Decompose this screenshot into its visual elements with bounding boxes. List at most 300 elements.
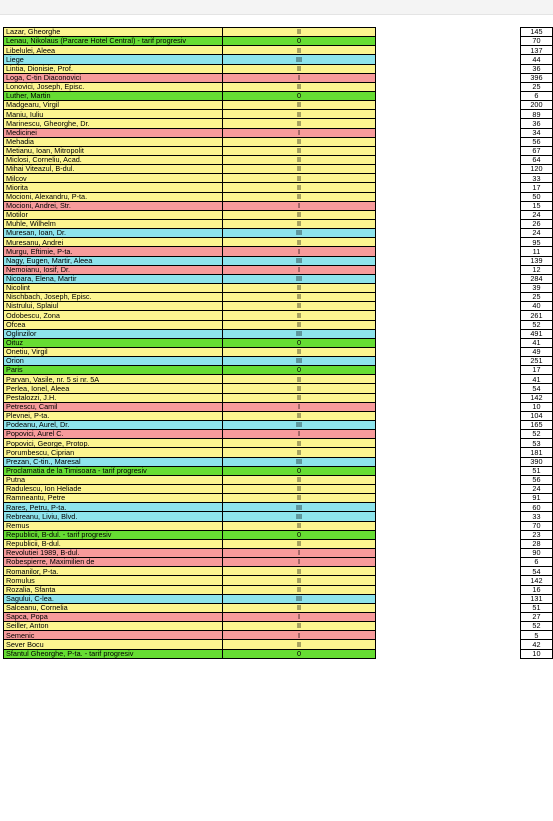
street-name-cell: Ramneantu, Petre: [4, 494, 223, 503]
table-row: [4, 219, 553, 228]
spacer-cell: [376, 55, 521, 64]
table-row: [4, 366, 553, 375]
category-cell: II: [222, 311, 375, 320]
street-name-cell: Liege: [4, 55, 223, 64]
count-cell: 6: [520, 558, 552, 567]
count-cell: 60: [520, 503, 552, 512]
street-name-cell: Mocioni, Alexandru, P-ta.: [4, 192, 223, 201]
spacer-cell: [376, 640, 521, 649]
spacer-cell: [376, 430, 521, 439]
spacer-cell: [376, 357, 521, 366]
category-cell: II: [222, 110, 375, 119]
count-cell: 17: [520, 366, 552, 375]
category-cell: II: [222, 137, 375, 146]
category-cell: II: [222, 439, 375, 448]
table-row: [4, 411, 553, 420]
category-cell: II: [222, 28, 375, 37]
count-cell: 36: [520, 64, 552, 73]
count-cell: 56: [520, 475, 552, 484]
category-cell: II: [222, 567, 375, 576]
category-cell: II: [222, 576, 375, 585]
street-name-cell: Orion: [4, 357, 223, 366]
spacer-cell: [376, 146, 521, 155]
street-name-cell: Oglinzilor: [4, 329, 223, 338]
count-cell: 52: [520, 430, 552, 439]
table-row: [4, 494, 553, 503]
count-cell: 51: [520, 466, 552, 475]
street-name-cell: Romulus: [4, 576, 223, 585]
table-row: [4, 302, 553, 311]
category-cell: III: [222, 512, 375, 521]
count-cell: 104: [520, 411, 552, 420]
street-name-cell: Lonovici, Joseph, Episc.: [4, 82, 223, 91]
spacer-cell: [376, 201, 521, 210]
count-cell: 95: [520, 238, 552, 247]
category-cell: II: [222, 146, 375, 155]
street-name-cell: Seiller, Anton: [4, 622, 223, 631]
spacer-cell: [376, 82, 521, 91]
table-row: [4, 146, 553, 155]
spacer-cell: [376, 274, 521, 283]
count-cell: 137: [520, 46, 552, 55]
count-cell: 165: [520, 421, 552, 430]
count-cell: 41: [520, 338, 552, 347]
table-row: [4, 567, 553, 576]
count-cell: 90: [520, 549, 552, 558]
table-row: [4, 73, 553, 82]
spacer-cell: [376, 558, 521, 567]
count-cell: 89: [520, 110, 552, 119]
street-name-cell: Sever Bocu: [4, 640, 223, 649]
count-cell: 6: [520, 91, 552, 100]
count-cell: 200: [520, 101, 552, 110]
category-cell: III: [222, 329, 375, 338]
table-row: [4, 430, 553, 439]
category-cell: II: [222, 411, 375, 420]
spacer-cell: [376, 256, 521, 265]
category-cell: 0: [222, 338, 375, 347]
category-cell: II: [222, 155, 375, 164]
table-row: [4, 110, 553, 119]
category-cell: 0: [222, 366, 375, 375]
spacer-cell: [376, 119, 521, 128]
street-name-cell: Sagului, C-lea.: [4, 594, 223, 603]
category-cell: II: [222, 585, 375, 594]
street-name-cell: Muhle, Wilhelm: [4, 219, 223, 228]
spacer-cell: [376, 567, 521, 576]
spacer-cell: [376, 302, 521, 311]
count-cell: 24: [520, 229, 552, 238]
spacer-cell: [376, 448, 521, 457]
table-row: [4, 558, 553, 567]
category-cell: I: [222, 201, 375, 210]
spacer-cell: [376, 137, 521, 146]
table-row: [4, 119, 553, 128]
street-name-cell: Odobescu, Zona: [4, 311, 223, 320]
count-cell: 39: [520, 283, 552, 292]
category-cell: I: [222, 631, 375, 640]
table-row: [4, 622, 553, 631]
table-row: [4, 393, 553, 402]
table-row: [4, 256, 553, 265]
table-row: [4, 466, 553, 475]
category-cell: II: [222, 283, 375, 292]
category-cell: II: [222, 238, 375, 247]
table-row: [4, 640, 553, 649]
category-cell: 0: [222, 466, 375, 475]
spacer-cell: [376, 613, 521, 622]
count-cell: 49: [520, 347, 552, 356]
street-name-cell: Porumbescu, Ciprian: [4, 448, 223, 457]
table-row: [4, 585, 553, 594]
category-cell: II: [222, 539, 375, 548]
table-row: [4, 402, 553, 411]
category-cell: II: [222, 210, 375, 219]
table-row: [4, 512, 553, 521]
spacer-cell: [376, 64, 521, 73]
street-name-cell: Madgearu, Virgil: [4, 101, 223, 110]
count-cell: 142: [520, 576, 552, 585]
spacer-cell: [376, 503, 521, 512]
category-cell: II: [222, 82, 375, 91]
table-row: [4, 265, 553, 274]
category-cell: II: [222, 393, 375, 402]
count-cell: 34: [520, 128, 552, 137]
table-row: [4, 576, 553, 585]
spacer-cell: [376, 128, 521, 137]
table-row: [4, 320, 553, 329]
category-cell: II: [222, 119, 375, 128]
category-cell: I: [222, 558, 375, 567]
spacer-cell: [376, 631, 521, 640]
count-cell: 24: [520, 210, 552, 219]
count-cell: 33: [520, 174, 552, 183]
street-name-cell: Salceanu, Cornelia: [4, 603, 223, 612]
table-row: [4, 603, 553, 612]
table-row: [4, 649, 553, 658]
spacer-cell: [376, 283, 521, 292]
table-row: [4, 229, 553, 238]
count-cell: 23: [520, 530, 552, 539]
street-name-cell: Loga, C-tin Diaconovici: [4, 73, 223, 82]
street-name-cell: Mihai Viteazul, B-dul.: [4, 165, 223, 174]
table-row: [4, 421, 553, 430]
spacer-cell: [376, 421, 521, 430]
category-cell: II: [222, 192, 375, 201]
count-cell: 27: [520, 613, 552, 622]
category-cell: II: [222, 219, 375, 228]
spacer-cell: [376, 338, 521, 347]
table-row: [4, 247, 553, 256]
count-cell: 25: [520, 293, 552, 302]
spacer-cell: [376, 485, 521, 494]
count-cell: 396: [520, 73, 552, 82]
count-cell: 91: [520, 494, 552, 503]
table-row: [4, 82, 553, 91]
spacer-cell: [376, 174, 521, 183]
category-cell: 0: [222, 91, 375, 100]
category-cell: II: [222, 347, 375, 356]
category-cell: III: [222, 357, 375, 366]
table-row: [4, 283, 553, 292]
street-name-cell: Sfantul Gheorghe, P-ta. - tarif progresiv: [4, 649, 223, 658]
count-cell: 50: [520, 192, 552, 201]
table-row: [4, 55, 553, 64]
street-name-cell: Milcov: [4, 174, 223, 183]
table-row: [4, 174, 553, 183]
street-name-cell: Ofcea: [4, 320, 223, 329]
street-name-cell: Robespierre, Maximilien de: [4, 558, 223, 567]
count-cell: 181: [520, 448, 552, 457]
count-cell: 10: [520, 402, 552, 411]
table-row: [4, 457, 553, 466]
spacer-cell: [376, 512, 521, 521]
spacer-cell: [376, 329, 521, 338]
street-name-cell: Maniu, Iuliu: [4, 110, 223, 119]
street-name-cell: Nistrului, Splaiul: [4, 302, 223, 311]
spacer-cell: [376, 466, 521, 475]
category-cell: II: [222, 183, 375, 192]
spacer-cell: [376, 585, 521, 594]
street-name-cell: Luther, Martin: [4, 91, 223, 100]
spacer-cell: [376, 28, 521, 37]
spacer-cell: [376, 549, 521, 558]
table-row: [4, 165, 553, 174]
table-row: [4, 485, 553, 494]
spacer-cell: [376, 238, 521, 247]
category-cell: II: [222, 375, 375, 384]
category-cell: II: [222, 475, 375, 484]
street-name-cell: Marinescu, Gheorghe, Dr.: [4, 119, 223, 128]
count-cell: 53: [520, 439, 552, 448]
street-name-cell: Romanilor, P-ta.: [4, 567, 223, 576]
table-row: [4, 357, 553, 366]
street-name-cell: Semenic: [4, 631, 223, 640]
table-row: [4, 530, 553, 539]
spacer-cell: [376, 521, 521, 530]
street-name-cell: Rozalia, Sfanta: [4, 585, 223, 594]
category-cell: I: [222, 402, 375, 411]
street-name-cell: Medicinei: [4, 128, 223, 137]
spacer-cell: [376, 603, 521, 612]
spacer-cell: [376, 293, 521, 302]
category-cell: 0: [222, 37, 375, 46]
table-row: [4, 28, 553, 37]
category-cell: I: [222, 265, 375, 274]
table-row: [4, 311, 553, 320]
category-cell: II: [222, 494, 375, 503]
category-cell: I: [222, 247, 375, 256]
street-name-cell: Oituz: [4, 338, 223, 347]
count-cell: 131: [520, 594, 552, 603]
spacer-cell: [376, 265, 521, 274]
street-name-cell: Nicoara, Elena, Martir: [4, 274, 223, 283]
street-name-cell: Proclamatia de la Timisoara - tarif progresiv: [4, 466, 223, 475]
category-cell: II: [222, 622, 375, 631]
spacer-cell: [376, 110, 521, 119]
count-cell: 70: [520, 521, 552, 530]
street-name-cell: Rebreanu, Liviu, Blvd.: [4, 512, 223, 521]
count-cell: 70: [520, 37, 552, 46]
street-name-cell: Onetiu, Virgil: [4, 347, 223, 356]
table-row: [4, 91, 553, 100]
category-cell: II: [222, 101, 375, 110]
category-cell: II: [222, 174, 375, 183]
table-row: [4, 274, 553, 283]
street-name-cell: Popovici, Aurel C.: [4, 430, 223, 439]
spacer-cell: [376, 649, 521, 658]
count-cell: 54: [520, 567, 552, 576]
table-row: [4, 503, 553, 512]
count-cell: 11: [520, 247, 552, 256]
table-row: [4, 37, 553, 46]
table-row: [4, 210, 553, 219]
street-name-cell: Mocioni, Andrei, Str.: [4, 201, 223, 210]
table-row: [4, 338, 553, 347]
spacer-cell: [376, 210, 521, 219]
street-name-cell: Sapca, Popa: [4, 613, 223, 622]
spacer-cell: [376, 229, 521, 238]
spacer-cell: [376, 539, 521, 548]
spacer-cell: [376, 576, 521, 585]
spacer-cell: [376, 73, 521, 82]
table-row: [4, 384, 553, 393]
category-cell: III: [222, 229, 375, 238]
table-row: [4, 375, 553, 384]
category-cell: III: [222, 256, 375, 265]
street-name-cell: Popovici, George, Protop.: [4, 439, 223, 448]
category-cell: I: [222, 73, 375, 82]
count-cell: 251: [520, 357, 552, 366]
street-name-cell: Motilor: [4, 210, 223, 219]
spacer-cell: [376, 622, 521, 631]
spacer-cell: [376, 247, 521, 256]
table-body: [4, 28, 553, 659]
category-cell: III: [222, 55, 375, 64]
category-cell: I: [222, 549, 375, 558]
count-cell: 25: [520, 82, 552, 91]
viewer-top-bar: [0, 0, 553, 15]
table-row: [4, 101, 553, 110]
category-cell: II: [222, 485, 375, 494]
spacer-cell: [376, 192, 521, 201]
table-row: [4, 448, 553, 457]
spacer-cell: [376, 439, 521, 448]
category-cell: II: [222, 320, 375, 329]
count-cell: 28: [520, 539, 552, 548]
spacer-cell: [376, 494, 521, 503]
street-name-cell: Nagy, Eugen, Martir, Aleea: [4, 256, 223, 265]
spacer-cell: [376, 375, 521, 384]
count-cell: 261: [520, 311, 552, 320]
count-cell: 24: [520, 485, 552, 494]
table-row: [4, 347, 553, 356]
count-cell: 26: [520, 219, 552, 228]
spacer-cell: [376, 91, 521, 100]
count-cell: 64: [520, 155, 552, 164]
spacer-cell: [376, 183, 521, 192]
category-cell: II: [222, 64, 375, 73]
count-cell: 139: [520, 256, 552, 265]
category-cell: III: [222, 457, 375, 466]
count-cell: 51: [520, 603, 552, 612]
parking-streets-table: [3, 27, 553, 659]
table-row: [4, 594, 553, 603]
count-cell: 17: [520, 183, 552, 192]
table-row: [4, 137, 553, 146]
count-cell: 33: [520, 512, 552, 521]
spacer-cell: [376, 37, 521, 46]
street-name-cell: Lenau, Nikolaus (Parcare Hotel Central) - tarif progresiv: [4, 37, 223, 46]
street-name-cell: Murgu, Eftimie, P-ta.: [4, 247, 223, 256]
spacer-cell: [376, 219, 521, 228]
street-name-cell: Petrescu, Camil: [4, 402, 223, 411]
count-cell: 10: [520, 649, 552, 658]
count-cell: 284: [520, 274, 552, 283]
street-name-cell: Radulescu, Ion Heliade: [4, 485, 223, 494]
category-cell: II: [222, 448, 375, 457]
category-cell: III: [222, 274, 375, 283]
street-name-cell: Lazar, Gheorghe: [4, 28, 223, 37]
count-cell: 44: [520, 55, 552, 64]
table-row: [4, 46, 553, 55]
street-name-cell: Perlea, Ionel, Aleea: [4, 384, 223, 393]
count-cell: 120: [520, 165, 552, 174]
spacer-cell: [376, 311, 521, 320]
count-cell: 42: [520, 640, 552, 649]
table-row: [4, 293, 553, 302]
street-name-cell: Muresanu, Andrei: [4, 238, 223, 247]
count-cell: 52: [520, 320, 552, 329]
count-cell: 56: [520, 137, 552, 146]
street-name-cell: Paris: [4, 366, 223, 375]
street-name-cell: Pestalozzi, J.H.: [4, 393, 223, 402]
category-cell: II: [222, 293, 375, 302]
street-name-cell: Parvan, Vasile, nr. 5 si nr. 5A: [4, 375, 223, 384]
spacer-cell: [376, 46, 521, 55]
category-cell: 0: [222, 530, 375, 539]
category-cell: I: [222, 613, 375, 622]
count-cell: 16: [520, 585, 552, 594]
table-row: [4, 155, 553, 164]
spacer-cell: [376, 530, 521, 539]
category-cell: I: [222, 430, 375, 439]
category-cell: II: [222, 165, 375, 174]
table-row: [4, 631, 553, 640]
category-cell: II: [222, 384, 375, 393]
street-name-cell: Republicii, B-dul. - tarif progresiv: [4, 530, 223, 539]
category-cell: II: [222, 521, 375, 530]
spacer-cell: [376, 165, 521, 174]
table-row: [4, 238, 553, 247]
spacer-cell: [376, 155, 521, 164]
count-cell: 36: [520, 119, 552, 128]
category-cell: III: [222, 421, 375, 430]
count-cell: 41: [520, 375, 552, 384]
street-name-cell: Putna: [4, 475, 223, 484]
count-cell: 491: [520, 329, 552, 338]
table-row: [4, 192, 553, 201]
street-name-cell: Mehadia: [4, 137, 223, 146]
count-cell: 67: [520, 146, 552, 155]
category-cell: I: [222, 128, 375, 137]
spacer-cell: [376, 393, 521, 402]
count-cell: 40: [520, 302, 552, 311]
category-cell: II: [222, 603, 375, 612]
table-row: [4, 521, 553, 530]
street-name-cell: Rares, Petru, P-ta.: [4, 503, 223, 512]
street-name-cell: Prezan, C-tin., Maresal: [4, 457, 223, 466]
